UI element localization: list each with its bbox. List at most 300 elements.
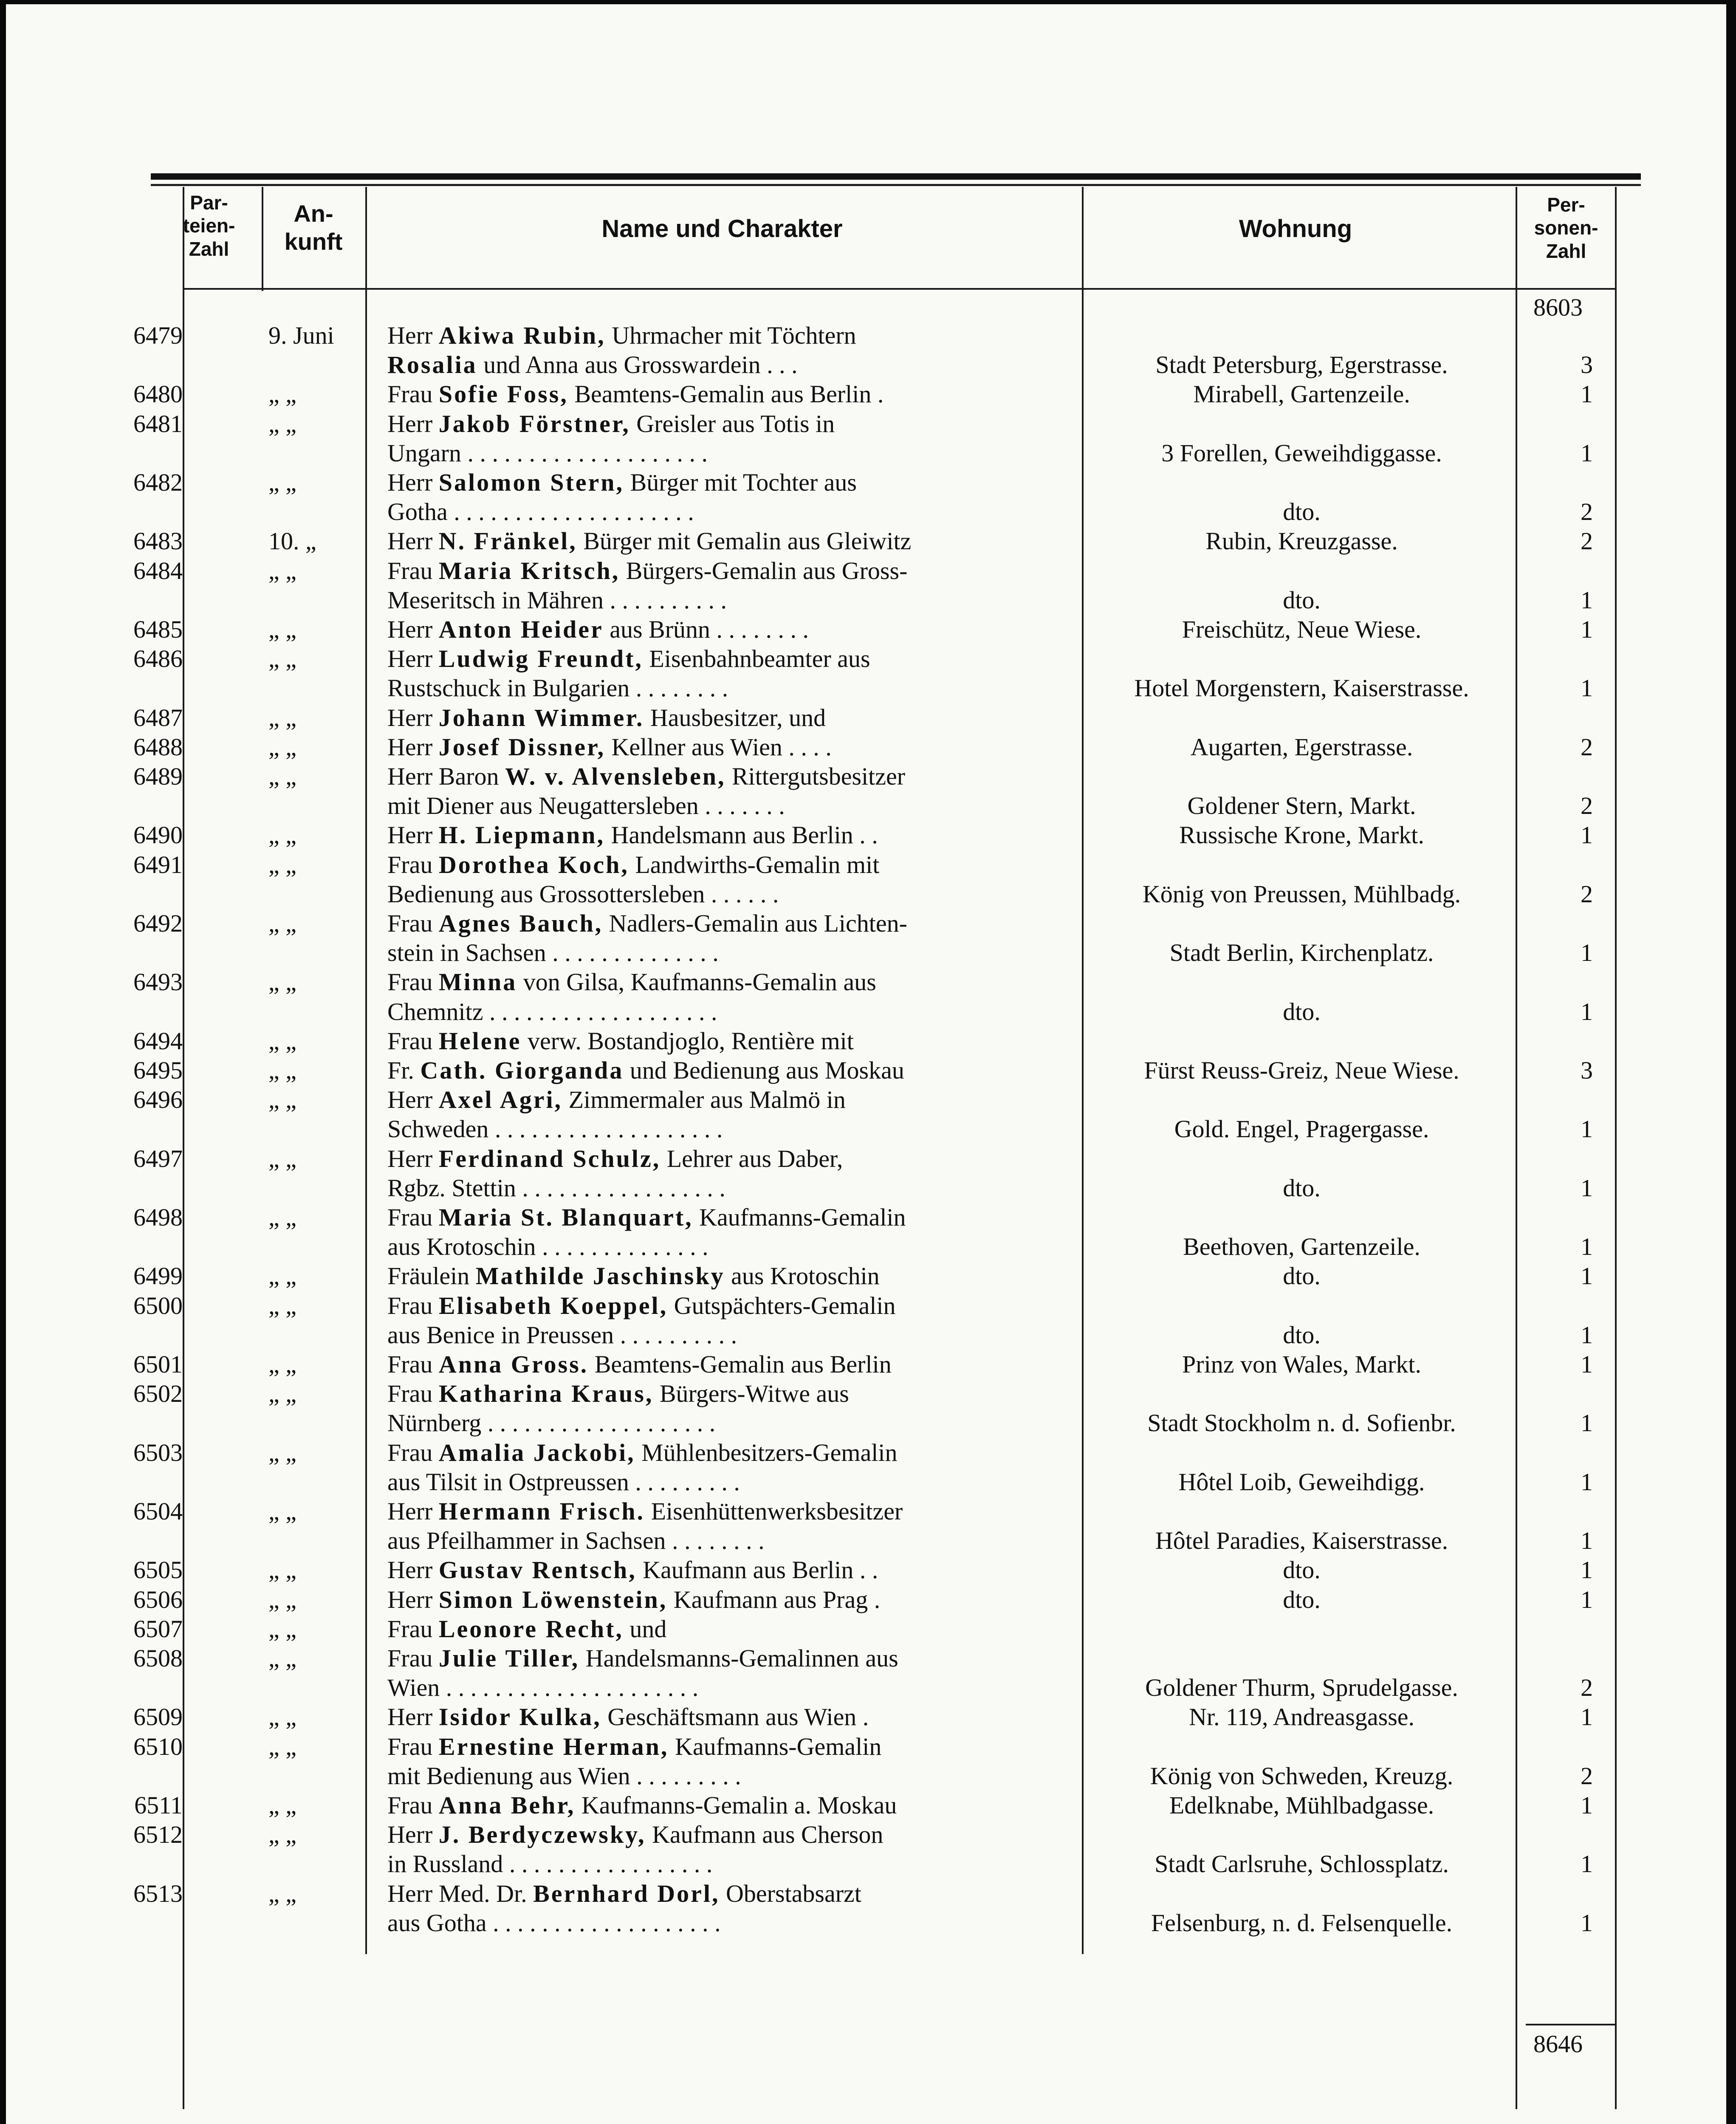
name-prefix: Herr <box>387 410 439 438</box>
table-row <box>0 1849 1736 1878</box>
table-row <box>0 1585 1736 1614</box>
name-prefix: Frau <box>387 1644 439 1672</box>
name-prefix: Herr <box>387 322 439 349</box>
table-row <box>0 379 1736 409</box>
arrival-date: „ „ <box>268 1439 296 1466</box>
party-number: 6491 <box>133 851 183 878</box>
name-suffix: Kaufmann aus Prag . <box>667 1586 881 1613</box>
name-and-character <box>387 1085 1075 1114</box>
guest-name: Ernestine Herman, <box>438 1733 669 1760</box>
residence: Prinz von Wales, Markt. <box>1182 1350 1421 1378</box>
residence: Augarten, Egerstrasse. <box>1190 733 1413 761</box>
table-row <box>0 321 1736 350</box>
person-count: 2 <box>1581 527 1593 555</box>
residence: Beethoven, Gartenzeile. <box>1183 1233 1420 1260</box>
arrival-date: „ „ <box>268 821 296 849</box>
name-prefix: Frau <box>387 909 439 937</box>
name-suffix: Handelsmann aus Berlin . . <box>605 821 878 849</box>
table-row <box>0 1379 1736 1408</box>
name-and-character <box>387 1614 1075 1644</box>
arrival-date: „ „ <box>268 380 296 408</box>
residence: Hôtel Paradies, Kaiserstrasse. <box>1155 1527 1448 1554</box>
name-suffix: . . . . . . . . . . . . . . . . . . . <box>486 1909 721 1937</box>
arrival-date: „ „ <box>268 851 296 878</box>
table-row <box>0 820 1736 850</box>
name-prefix: Frau <box>387 1615 439 1643</box>
name-and-character <box>387 938 1075 967</box>
residence: Hôtel Loib, Geweihdigg. <box>1178 1468 1425 1496</box>
name-suffix: von Gilsa, Kaufmanns-Gemalin aus <box>517 968 876 996</box>
name-prefix: aus Gotha <box>387 1909 487 1937</box>
arrival-date: „ „ <box>268 1880 296 1907</box>
name-prefix: Rgbz. Stettin <box>387 1174 516 1202</box>
party-number: 6503 <box>133 1439 183 1466</box>
table-row <box>0 732 1736 762</box>
name-and-character <box>387 556 1075 585</box>
name-suffix: . . . . . . . . . <box>629 1468 740 1496</box>
party-number: 6494 <box>133 1027 183 1055</box>
table-row <box>0 1438 1736 1467</box>
person-count: 1 <box>1581 1586 1593 1613</box>
person-count: 1 <box>1581 821 1593 849</box>
name-and-character <box>387 438 1075 468</box>
party-number: 6495 <box>133 1056 183 1084</box>
name-and-character <box>387 1791 1075 1820</box>
arrival-date: „ „ <box>268 1497 296 1525</box>
name-suffix: Rittergutsbesitzer <box>725 763 906 790</box>
name-suffix: Gutspächters-Gemalin <box>668 1292 896 1319</box>
name-prefix: Frau <box>387 1292 439 1319</box>
name-prefix: Herr <box>387 1497 439 1525</box>
arrival-date: „ „ <box>268 1086 296 1113</box>
name-prefix: Rustschuck in Bulgarien <box>387 674 630 702</box>
table-row <box>0 791 1736 820</box>
name-prefix: Herr <box>387 616 439 643</box>
name-and-character <box>387 1026 1075 1056</box>
name-and-character <box>387 1644 1075 1673</box>
table-row <box>0 1350 1736 1379</box>
name-suffix: . . . . . . . . . . . . . . . . . . . <box>488 1115 723 1143</box>
residence: dto. <box>1283 498 1321 525</box>
guest-name: N. Fränkel, <box>438 527 577 555</box>
name-and-character <box>387 585 1075 615</box>
party-number: 6508 <box>133 1644 183 1672</box>
guest-name: Maria St. Blanquart, <box>438 1203 693 1231</box>
guest-name: Anton Heider <box>438 616 604 643</box>
name-and-character <box>387 1291 1075 1320</box>
person-count: 1 <box>1581 1791 1593 1819</box>
carry-over-total: 8603 <box>1533 294 1583 321</box>
name-and-character <box>387 1408 1075 1438</box>
arrival-date: „ „ <box>268 1733 296 1760</box>
name-prefix: Frau <box>387 1733 439 1760</box>
guest-name: Gustav Rentsch, <box>438 1556 637 1584</box>
name-suffix: . . . . . . . . <box>629 674 728 702</box>
residence: Stadt Stockholm n. d. Sofienbr. <box>1147 1409 1456 1437</box>
name-and-character <box>387 850 1075 879</box>
table-row <box>0 526 1736 556</box>
residence: Fürst Reuss-Greiz, Neue Wiese. <box>1144 1056 1459 1084</box>
top-rule-thin <box>151 184 1641 186</box>
table-row <box>0 997 1736 1026</box>
table-row <box>0 1320 1736 1350</box>
name-prefix: Wien <box>387 1674 440 1701</box>
person-count: 1 <box>1581 939 1593 966</box>
table-row <box>0 644 1736 673</box>
name-suffix: Bürgers-Witwe aus <box>653 1380 849 1407</box>
table-row <box>0 938 1736 967</box>
arrival-date: „ „ <box>268 704 296 732</box>
name-suffix: Hausbesitzer, und <box>644 704 826 732</box>
party-number: 6506 <box>133 1586 183 1613</box>
name-prefix: Frau <box>387 1380 439 1407</box>
party-number: 6505 <box>133 1556 183 1584</box>
arrival-date: „ „ <box>268 1703 296 1731</box>
residence: dto. <box>1283 1262 1321 1290</box>
guest-name: Ludwig Freundt, <box>438 645 643 672</box>
arrival-date: „ „ <box>268 469 296 496</box>
top-rule <box>151 173 1641 180</box>
person-count: 1 <box>1581 1262 1593 1290</box>
party-number: 6479 <box>133 322 183 349</box>
name-and-character <box>387 732 1075 762</box>
name-and-character <box>387 379 1075 409</box>
name-suffix: Lehrer aus Daber, <box>661 1145 843 1172</box>
name-and-character <box>387 1585 1075 1614</box>
residence: Freischütz, Neue Wiese. <box>1182 616 1422 643</box>
residence: Gold. Engel, Pragergasse. <box>1174 1115 1429 1143</box>
party-number: 6485 <box>133 616 183 643</box>
person-count: 1 <box>1581 674 1593 702</box>
party-number: 6492 <box>133 909 183 937</box>
table-row <box>0 615 1736 644</box>
person-count: 2 <box>1581 498 1593 525</box>
name-prefix: Bedienung aus Grossottersleben <box>387 880 705 908</box>
party-number: 6490 <box>133 821 183 849</box>
name-suffix: . . . . . . . . . . . . . . <box>546 939 719 966</box>
arrival-date: „ „ <box>268 1821 296 1848</box>
guest-name: Amalia Jackobi, <box>438 1439 635 1466</box>
party-number: 6502 <box>133 1380 183 1407</box>
table-row <box>0 1497 1736 1526</box>
guest-name: H. Liepmann, <box>438 821 605 849</box>
name-and-character <box>387 1908 1075 1938</box>
name-prefix: Herr <box>387 1145 439 1172</box>
name-prefix: aus Tilsit in Ostpreussen <box>387 1468 629 1496</box>
guest-name: Bernhard Dorl, <box>533 1880 720 1907</box>
arrival-date: „ „ <box>268 1556 296 1584</box>
guest-name: J. Berdyczewsky, <box>438 1821 646 1848</box>
name-and-character <box>387 409 1075 438</box>
name-and-character <box>387 644 1075 673</box>
party-number: 6483 <box>133 527 183 555</box>
table-row <box>0 1144 1736 1173</box>
name-suffix: aus Krotoschin <box>725 1262 880 1290</box>
party-number: 6480 <box>133 380 183 408</box>
name-suffix: Mühlenbesitzers-Gemalin <box>635 1439 898 1466</box>
table-row <box>0 909 1736 938</box>
arrival-date: „ „ <box>268 645 296 672</box>
residence: Goldener Stern, Markt. <box>1187 792 1416 819</box>
person-count: 1 <box>1581 586 1593 614</box>
residence: König von Schweden, Kreuzg. <box>1150 1762 1454 1790</box>
party-number: 6496 <box>133 1086 183 1113</box>
name-prefix: Herr <box>387 645 439 672</box>
party-number: 6481 <box>133 410 183 438</box>
name-suffix: verw. Bostandjoglo, Rentière mit <box>521 1027 854 1055</box>
arrival-date: „ „ <box>268 1380 296 1407</box>
name-suffix: und Bedienung aus Moskau <box>624 1056 904 1084</box>
name-and-character <box>387 791 1075 820</box>
table-row <box>0 409 1736 438</box>
name-prefix: mit Diener aus Neugattersleben <box>387 792 699 819</box>
name-suffix: Greisler aus Totis in <box>630 410 835 438</box>
name-prefix: aus Pfeilhammer in Sachsen <box>387 1527 666 1554</box>
table-row <box>0 1026 1736 1056</box>
name-prefix: Herr <box>387 527 439 555</box>
table-row <box>0 1614 1736 1644</box>
name-prefix: Frau <box>387 1203 439 1231</box>
person-count: 1 <box>1581 1321 1593 1349</box>
name-suffix: . . . . . . . . . . . . . . . . . . . <box>483 998 717 1025</box>
residence: dto. <box>1283 1586 1321 1613</box>
arrival-date: „ „ <box>268 1350 296 1378</box>
header-parteien-zahl: Par- teien- Zahl <box>183 192 235 260</box>
table-row <box>0 1261 1736 1291</box>
name-suffix: Beamtens-Gemalin aus Berlin <box>588 1350 892 1378</box>
party-number: 6493 <box>133 968 183 996</box>
arrival-date: „ „ <box>268 1292 296 1319</box>
header-personen-zahl: Per- sonen- Zahl <box>1534 194 1598 262</box>
person-count: 1 <box>1581 1527 1593 1554</box>
name-and-character <box>387 1820 1075 1849</box>
table-row <box>0 1702 1736 1731</box>
table-row <box>0 1232 1736 1261</box>
person-count: 1 <box>1581 616 1593 643</box>
party-number: 6500 <box>133 1292 183 1319</box>
residence: Rubin, Kreuzgasse. <box>1205 527 1398 555</box>
party-number: 6482 <box>133 469 183 496</box>
name-suffix: Kaufmanns-Gemalin <box>669 1733 882 1760</box>
name-suffix: und <box>623 1615 667 1643</box>
guest-name: Agnes Bauch, <box>438 909 603 937</box>
party-number: 6511 <box>134 1791 183 1819</box>
name-prefix: aus Krotoschin <box>387 1233 536 1260</box>
guest-name: W. v. Alvensleben, <box>505 763 726 790</box>
name-and-character <box>387 1879 1075 1908</box>
person-count: 2 <box>1581 792 1593 819</box>
residence: Nr. 119, Andreasgasse. <box>1188 1703 1415 1731</box>
guest-name: Anna Behr, <box>438 1791 576 1819</box>
name-and-character <box>387 879 1075 909</box>
name-suffix: . . . . . . . . . . . . . . . . . <box>503 1850 713 1878</box>
person-count: 3 <box>1581 1056 1593 1084</box>
guest-name: Mathilde Jaschinsky <box>475 1262 725 1290</box>
table-row <box>0 1644 1736 1673</box>
table-row <box>0 1085 1736 1114</box>
person-count: 1 <box>1581 1909 1593 1937</box>
name-suffix: . . . . . . . . . . <box>614 1321 737 1349</box>
guest-name: Isidor Kulka, <box>438 1703 601 1731</box>
name-prefix: Herr <box>387 1703 439 1731</box>
name-and-character <box>387 350 1075 379</box>
residence: dto. <box>1283 1321 1321 1349</box>
header-wohnung: Wohnung <box>1239 215 1352 243</box>
party-number: 6510 <box>133 1733 183 1760</box>
guest-name: Cath. Giorganda <box>420 1056 624 1084</box>
person-count: 1 <box>1581 1233 1593 1260</box>
table-row <box>0 1467 1736 1497</box>
party-number: 6497 <box>133 1145 183 1172</box>
name-prefix: Frau <box>387 1027 439 1055</box>
name-and-character <box>387 1114 1075 1144</box>
residence: Hotel Morgenstern, Kaiserstrasse. <box>1134 674 1469 702</box>
arrival-date: „ „ <box>268 1203 296 1231</box>
arrival-date: „ „ <box>268 410 296 438</box>
table-row <box>0 762 1736 791</box>
name-suffix: Eisenhüttenwerksbesitzer <box>645 1497 903 1525</box>
residence: Stadt Petersburg, Egerstrasse. <box>1155 351 1448 378</box>
name-and-character <box>387 497 1075 526</box>
arrival-date: „ „ <box>268 909 296 937</box>
party-number: 6498 <box>133 1203 183 1231</box>
name-and-character <box>387 1232 1075 1261</box>
name-prefix: Herr Med. Dr. <box>387 1880 534 1907</box>
name-suffix: Zimmermaler aus Malmö in <box>562 1086 846 1113</box>
name-suffix: . . . . . . <box>705 880 779 908</box>
name-prefix: Frau <box>387 380 439 408</box>
name-suffix: Oberstabsarzt <box>720 1880 861 1907</box>
guest-name: Anna Gross. <box>438 1350 589 1378</box>
table-row <box>0 468 1736 497</box>
name-suffix: Uhrmacher mit Töchtern <box>605 322 856 349</box>
table-row <box>0 1879 1736 1908</box>
guest-name: Julie Tiller, <box>438 1644 580 1672</box>
name-prefix: Ungarn <box>387 439 461 467</box>
table-row <box>0 585 1736 615</box>
name-and-character <box>387 967 1075 997</box>
name-prefix: Nürnberg <box>387 1409 482 1437</box>
residence: Stadt Carlsruhe, Schlossplatz. <box>1155 1850 1449 1878</box>
table-row <box>0 438 1736 468</box>
name-prefix: Herr <box>387 1586 439 1613</box>
arrival-date: „ „ <box>268 1791 296 1819</box>
name-and-character <box>387 1732 1075 1761</box>
name-suffix: Kaufmanns-Gemalin a. Moskau <box>575 1791 897 1819</box>
name-prefix: Fr. <box>387 1056 421 1084</box>
name-and-character <box>387 1350 1075 1379</box>
name-and-character <box>387 1702 1075 1731</box>
arrival-date: „ „ <box>268 1056 296 1084</box>
name-prefix: Frau <box>387 968 439 996</box>
arrival-date: „ „ <box>268 1145 296 1172</box>
name-prefix: Herr Baron <box>387 763 505 790</box>
name-and-character <box>387 909 1075 938</box>
party-number: 6504 <box>133 1497 183 1525</box>
guest-name: Katharina Kraus, <box>438 1380 654 1407</box>
person-count: 1 <box>1581 1468 1593 1496</box>
name-prefix: Meseritsch in Mähren <box>387 586 604 614</box>
name-and-character <box>387 820 1075 850</box>
guest-name: Akiwa Rubin, <box>438 322 606 349</box>
party-number: 6486 <box>133 645 183 672</box>
person-count: 1 <box>1581 998 1593 1025</box>
table-row <box>0 1791 1736 1820</box>
name-suffix: . . . . . . . . . . . . . . . . . . . . . <box>440 1674 699 1701</box>
name-prefix: Herr <box>387 704 439 732</box>
party-number: 6507 <box>133 1615 183 1643</box>
party-number: 6501 <box>133 1350 183 1378</box>
name-prefix: Chemnitz <box>387 998 483 1025</box>
name-and-character <box>387 1526 1075 1555</box>
table-row <box>0 1908 1736 1938</box>
name-prefix: Herr <box>387 821 439 849</box>
column-rule-1 <box>262 187 263 291</box>
residence: Stadt Berlin, Kirchenplatz. <box>1169 939 1434 966</box>
page-total: 8646 <box>1533 2030 1583 2058</box>
name-prefix: Herr <box>387 469 439 496</box>
table-row <box>0 1056 1736 1085</box>
table-row <box>0 497 1736 526</box>
name-prefix: Herr <box>387 733 439 761</box>
table-row <box>0 850 1736 879</box>
residence: Goldener Thurm, Sprudelgasse. <box>1145 1674 1458 1701</box>
guest-name: Leonore Recht, <box>438 1615 624 1643</box>
person-count: 1 <box>1581 1115 1593 1143</box>
table-row <box>0 1291 1736 1320</box>
person-count: 1 <box>1581 1350 1593 1378</box>
party-number: 6499 <box>133 1262 183 1290</box>
name-prefix: Frau <box>387 1350 439 1378</box>
arrival-date: „ „ <box>268 1615 296 1643</box>
name-suffix: Eisenbahnbeamter aus <box>643 645 870 672</box>
name-suffix: und Anna aus Grosswardein . . . <box>477 351 798 378</box>
guest-name: Josef Dissner, <box>438 733 605 761</box>
header-bottom-rule <box>183 288 1616 290</box>
name-suffix: Kellner aus Wien . . . . <box>605 733 832 761</box>
name-suffix: Landwirths-Gemalin mit <box>629 851 880 878</box>
name-and-character <box>387 1261 1075 1291</box>
table-row <box>0 1203 1736 1232</box>
person-count: 1 <box>1581 439 1593 467</box>
name-suffix: . . . . . . . . . . <box>603 586 727 614</box>
arrival-date: „ „ <box>268 1644 296 1672</box>
guest-name: Simon Löwenstein, <box>438 1586 668 1613</box>
arrival-date: „ „ <box>268 763 296 790</box>
name-and-character <box>387 1203 1075 1232</box>
name-prefix: Frau <box>387 851 439 878</box>
table-row <box>0 1820 1736 1849</box>
table-row <box>0 1408 1736 1438</box>
person-count: 1 <box>1581 1409 1593 1437</box>
guest-name: Ferdinand Schulz, <box>438 1145 661 1172</box>
header-ankunft: An- kunft <box>284 200 343 255</box>
name-and-character <box>387 615 1075 644</box>
name-suffix: Geschäftsmann aus Wien . <box>601 1703 869 1731</box>
name-and-character <box>387 1467 1075 1497</box>
party-number: 6512 <box>133 1821 183 1848</box>
person-count: 1 <box>1581 380 1593 408</box>
name-and-character <box>387 1497 1075 1526</box>
person-count: 3 <box>1581 351 1593 378</box>
name-and-character <box>387 673 1075 703</box>
name-prefix: stein in Sachsen <box>387 939 546 966</box>
name-prefix: mit Bedienung aus Wien <box>387 1762 630 1790</box>
guest-name: Minna <box>438 968 517 996</box>
table-row <box>0 967 1736 997</box>
name-suffix: aus Brünn . . . . . . . . <box>603 616 809 643</box>
total-rule <box>1526 2024 1615 2025</box>
